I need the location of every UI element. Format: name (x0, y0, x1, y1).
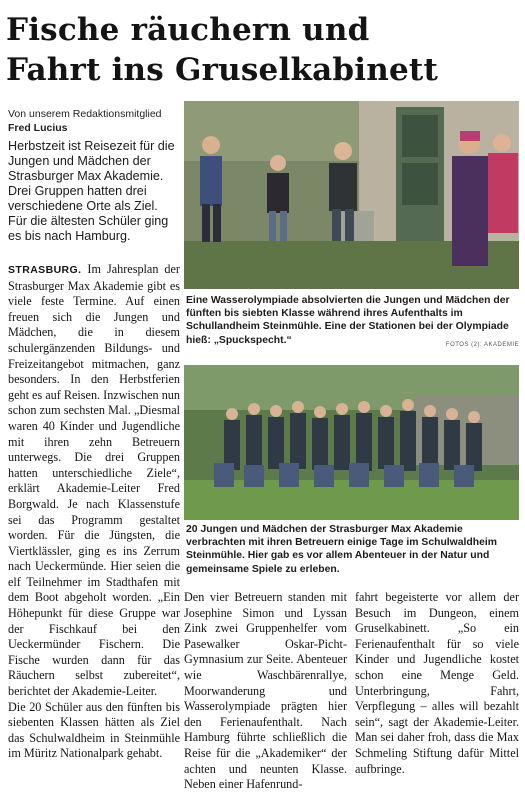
photo2-caption: 20 Jungen und Mädchen der Strasburger Max Akademie verbrachten mit ihren Betreuern einige Tage im Schulwaldheim Steinmühle. Hier gab es vor allem Abenteuer in der Natur und gemeinsame Spiele zu erleben. (186, 524, 498, 575)
dateline: STRASBURG. (8, 264, 82, 276)
body-column-1-text: Im Jahresplan der Strasburger Max Akademie gibt es viele feste Termine. Auf einen freuen sich die Jungen und Mädchen, die in diesem schulergänzenden Bildungs- und Freizeitangebot mitmachen, ganz besonders. In den Herbstferien geht es auf Reisen. Inzwischen nun schon zum sechsten Mal. „Diesmal waren 40 Kinder und Jugendliche mit ihren zehn Betreuern unterwegs. Die drei Gruppen hatten unterschiedliche Ziele“, erklärt Akademie-Leiter Fred Borgwald. Je nach Klassenstufe sei das Programm gestaltet worden. Für die Jüngsten, die Viertklässler, ging es ins Zerrum nach Ueckermünde. Hier seien die elf Teilnehmer im Stadthafen mit dem Boot abgeholt worden. „Ein Höhepunkt für diese Gruppe war der Fischkauf bei den Ueckermünder Fischern. Die Fische wurden dann für das Räuchern selbst zubereitet“, berichtet der Akademie-Leiter. Die 20 Schüler aus den fünften bis siebenten Klassen hätten als Ziel das Schulwaldheim in Steinmühle im Müritz Nationalpark gehabt. (8, 262, 180, 761)
photo1-caption: Eine Wasserolympiade absolvierten die Jungen und Mädchen der fünften bis siebten Klasse während ihres Aufenthalts im Schullandheim Steinmühle. Eine der Stationen bei der Olympiade hieß: „Spuckspecht.“ (186, 295, 510, 346)
photo-water-olympics (184, 101, 519, 289)
body-column-1 (8, 262, 180, 782)
article-headline: Fische räuchern und Fahrt ins Gruselkabinett (6, 12, 438, 88)
photo-group (184, 365, 519, 520)
photo-credit: FOTOS (2): AKADEMIE (445, 342, 519, 348)
byline (8, 107, 183, 135)
byline-prefix: Von unserem Redaktionsmitglied (8, 108, 162, 120)
byline-author: Fred Lucius (8, 122, 68, 134)
body-column-3: fahrt begeisterte vor allem der Besuch im Dungeon, einem Gruselkabinett. „So ein Ferienaufenthalt für so viele Kinder und Jugendliche kostet schon eine Menge Geld. Unterbringung, Fahrt, Verpflegung – alles will bezahlt sein“, sagt der Akademie-Leiter. Man sei daher froh, dass die Max Schmeling Stiftung dafür Mittel aufbringe. (355, 590, 519, 776)
article-lead: Herbstzeit ist Reisezeit für die Jungen und Mädchen der Strasburger Max Akademie. Drei Gruppen hatten drei verschiedene Orte als Ziel. Für die ältesten Schüler ging es bis nach Hamburg. (8, 139, 175, 243)
body-column-2: Den vier Betreuern standen mit Josephine Simon und Lyssan Zink zwei Gruppenhelfer vom Pasewalker Oskar-Picht-Gymnasium zur Seite. Abenteuer wie Waschbärenrallye, Moorwanderung und Wasserolympiade prägten hier den Ferienaufenthalt. Nach Hamburg führte schließlich die Reise für die „Akademiker“ der achten und neunten Klasse. Neben einer Hafenrund- (184, 590, 347, 792)
